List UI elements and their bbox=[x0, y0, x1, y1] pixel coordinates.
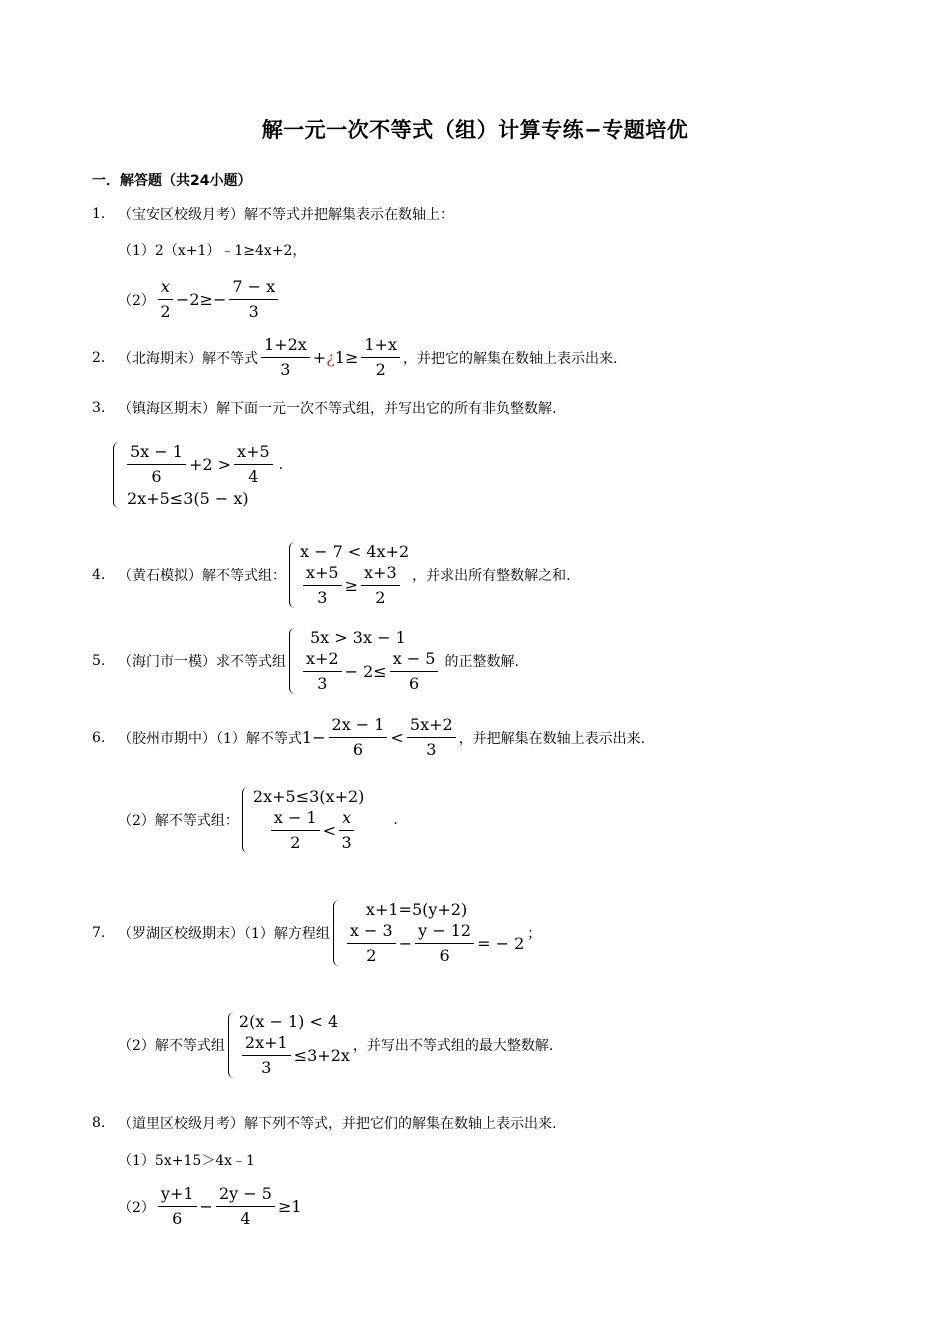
fraction bbox=[127, 442, 186, 487]
numerator: x bbox=[339, 808, 354, 831]
system-row-2 bbox=[344, 921, 524, 966]
problem-number: 8. bbox=[92, 1115, 106, 1131]
problem-5 bbox=[92, 628, 519, 694]
numerator: 7 − x bbox=[229, 277, 278, 300]
numerator: x − 1 bbox=[271, 808, 320, 831]
problem-3-system bbox=[110, 442, 283, 508]
system-row-2 bbox=[253, 808, 364, 853]
problem-text: （北海期末）解不等式 bbox=[118, 350, 258, 367]
numerator: x − 5 bbox=[390, 649, 439, 672]
denominator: 4 bbox=[240, 1209, 251, 1228]
fraction bbox=[229, 277, 278, 322]
numerator: 1+x bbox=[361, 335, 400, 358]
system-row-1 bbox=[300, 628, 441, 647]
denominator: 2 bbox=[160, 302, 171, 321]
fraction bbox=[271, 808, 320, 853]
inequality: （1）5x+15＞4x﹣1 bbox=[118, 1153, 255, 1169]
operator: ≥ bbox=[344, 576, 359, 595]
problem-number: 5. bbox=[92, 653, 106, 669]
problem-tail: ，并把解集在数轴上表示出来. bbox=[458, 730, 646, 747]
inequality: 2x+5≤3(5 − x) bbox=[127, 489, 249, 508]
operator: ≥1 bbox=[277, 1197, 302, 1216]
operator: − bbox=[398, 934, 413, 953]
denominator: 6 bbox=[151, 467, 162, 486]
inequality: 2x+5≤3(x+2) bbox=[252, 787, 365, 806]
system-row-2 bbox=[300, 649, 441, 694]
denominator: 2 bbox=[290, 833, 301, 852]
document-title: 解一元一次不等式（组）计算专练−专题培优 bbox=[261, 118, 689, 142]
fraction bbox=[242, 1033, 291, 1078]
denominator: 6 bbox=[352, 740, 364, 759]
problem-tail: . bbox=[393, 812, 398, 828]
section-heading: 一．解答题（共24小题） bbox=[92, 173, 252, 189]
inequality-system bbox=[113, 442, 276, 508]
fraction bbox=[216, 1184, 275, 1229]
part-label: （2） bbox=[118, 292, 155, 309]
problem-8-part-1 bbox=[118, 1150, 255, 1170]
fraction bbox=[407, 715, 456, 760]
denominator: 3 bbox=[280, 360, 291, 379]
brace bbox=[289, 628, 297, 694]
problem-text: （胶州市期中）（1）解不等式 bbox=[118, 730, 302, 747]
numerator: 2x+1 bbox=[242, 1033, 291, 1056]
denominator: 2 bbox=[366, 946, 377, 965]
numerator: 5x − 1 bbox=[127, 442, 186, 465]
numerator: y+1 bbox=[158, 1184, 197, 1207]
problem-text: （海门市一模）求不等式组 bbox=[118, 654, 286, 670]
inequality-system bbox=[228, 1012, 350, 1078]
problem-tail: ； bbox=[527, 926, 542, 942]
operator: = − 2 bbox=[477, 934, 525, 953]
system-row-1 bbox=[344, 900, 524, 919]
problem-tail: ，并写出不等式组的最大整数解. bbox=[352, 1038, 554, 1054]
fraction bbox=[361, 335, 400, 380]
fraction bbox=[303, 649, 342, 694]
problem-number: 2. bbox=[92, 349, 106, 366]
denominator: 6 bbox=[172, 1209, 183, 1228]
inequality-system bbox=[289, 542, 409, 608]
problem-tail: 的正整数解. bbox=[444, 654, 519, 670]
problem-number: 4. bbox=[92, 567, 106, 583]
system-row-2 bbox=[124, 489, 276, 508]
system-row-1 bbox=[253, 787, 364, 806]
fraction bbox=[339, 808, 354, 853]
problem-8 bbox=[92, 1113, 556, 1133]
denominator: 3 bbox=[248, 302, 259, 321]
operator: 1≥ bbox=[334, 348, 359, 367]
operator: −2≥− bbox=[175, 290, 227, 309]
problem-7-part-2 bbox=[118, 1012, 553, 1078]
operator: < bbox=[390, 728, 404, 747]
problem-tail: ，并求出所有整数解之和. bbox=[412, 568, 571, 584]
system-row-2 bbox=[300, 563, 409, 608]
problem-text: （罗湖区校级期末）（1）解方程组 bbox=[118, 926, 330, 942]
operator: +2 > bbox=[188, 455, 232, 474]
problem-tail: . bbox=[278, 457, 284, 473]
fraction bbox=[347, 921, 396, 966]
numerator: 2x − 1 bbox=[329, 715, 388, 738]
denominator: 3 bbox=[317, 674, 328, 693]
problem-text: （黄石模拟）解不等式组： bbox=[118, 568, 286, 584]
brace bbox=[113, 442, 121, 508]
problem-number: 6. bbox=[92, 729, 106, 746]
brace bbox=[242, 787, 250, 853]
system-row-1 bbox=[124, 442, 276, 487]
problem-4 bbox=[92, 542, 571, 608]
problem-tail: ，并把它的解集在数轴上表示出来. bbox=[402, 350, 618, 367]
stray-glyph: ¿ bbox=[326, 348, 335, 367]
numerator: x+3 bbox=[361, 563, 400, 586]
denominator: 3 bbox=[261, 1058, 272, 1077]
fraction bbox=[361, 563, 400, 608]
equation: x+1=5(y+2) bbox=[365, 900, 468, 919]
numerator: 5x+2 bbox=[407, 715, 456, 738]
problem-3 bbox=[92, 398, 556, 418]
fraction bbox=[158, 277, 173, 322]
fraction bbox=[303, 563, 342, 608]
numerator: x+2 bbox=[303, 649, 342, 672]
problem-text: （宝安区校级月考）解不等式并把解集表示在数轴上： bbox=[118, 207, 454, 223]
problem-text: （镇海区期末）解下面一元一次不等式组，并写出它的所有非负整数解. bbox=[118, 401, 557, 417]
inequality: （1）2（x+1）﹣1≥4x+2， bbox=[118, 243, 307, 259]
operator: < bbox=[322, 821, 337, 840]
problem-6-part-2 bbox=[118, 787, 398, 853]
fraction bbox=[415, 921, 474, 966]
denominator: 2 bbox=[375, 588, 386, 607]
numerator: y − 12 bbox=[415, 921, 474, 944]
brace bbox=[333, 900, 341, 966]
part-label: （2）解不等式组： bbox=[118, 813, 239, 829]
denominator: 3 bbox=[341, 833, 352, 852]
fraction bbox=[390, 649, 439, 694]
denominator: 3 bbox=[317, 588, 328, 607]
denominator: 4 bbox=[248, 467, 259, 486]
part-label: （2） bbox=[118, 1199, 155, 1216]
problem-1-part-2 bbox=[118, 277, 281, 322]
denominator: 3 bbox=[426, 740, 437, 759]
inequality-system bbox=[242, 787, 364, 853]
numerator: x bbox=[158, 277, 173, 300]
problem-number: 3. bbox=[92, 400, 106, 416]
fraction bbox=[261, 335, 310, 380]
operator: − 2≤ bbox=[344, 662, 387, 681]
problem-number: 7. bbox=[92, 925, 106, 941]
denominator: 6 bbox=[408, 674, 420, 693]
problem-2 bbox=[92, 335, 617, 380]
brace bbox=[228, 1012, 236, 1078]
operator: ≤3+2x bbox=[293, 1046, 350, 1065]
problem-1-part-1 bbox=[118, 240, 306, 260]
inequality-system bbox=[289, 628, 441, 694]
problem-6 bbox=[92, 715, 645, 760]
problem-text: （道里区校级月考）解下列不等式，并把它们的解集在数轴上表示出来. bbox=[118, 1116, 557, 1132]
operator: 1− bbox=[301, 728, 326, 747]
numerator: 1+2x bbox=[261, 335, 310, 358]
equation-system bbox=[333, 900, 524, 966]
fraction bbox=[158, 1184, 197, 1229]
denominator: 6 bbox=[439, 946, 450, 965]
numerator: 2y − 5 bbox=[216, 1184, 275, 1207]
problem-8-part-2 bbox=[118, 1184, 302, 1229]
numerator: x+5 bbox=[303, 563, 342, 586]
operator: − bbox=[199, 1197, 213, 1216]
system-row-1 bbox=[300, 542, 409, 561]
fraction bbox=[234, 442, 273, 487]
problem-1 bbox=[92, 204, 454, 224]
inequality: 2(x − 1) < 4 bbox=[238, 1012, 339, 1031]
fraction bbox=[329, 715, 388, 760]
numerator: x+5 bbox=[234, 442, 273, 465]
problem-7 bbox=[92, 900, 541, 966]
inequality: 5x > 3x − 1 bbox=[310, 628, 406, 647]
problem-number: 1. bbox=[92, 206, 106, 222]
system-row-2 bbox=[239, 1033, 350, 1078]
denominator: 2 bbox=[375, 360, 386, 379]
brace bbox=[289, 542, 297, 608]
part-label: （2）解不等式组 bbox=[118, 1038, 225, 1054]
system-row-1 bbox=[239, 1012, 350, 1031]
operator: + bbox=[312, 348, 327, 367]
numerator: x − 3 bbox=[347, 921, 396, 944]
inequality: x − 7 < 4x+2 bbox=[300, 542, 410, 561]
